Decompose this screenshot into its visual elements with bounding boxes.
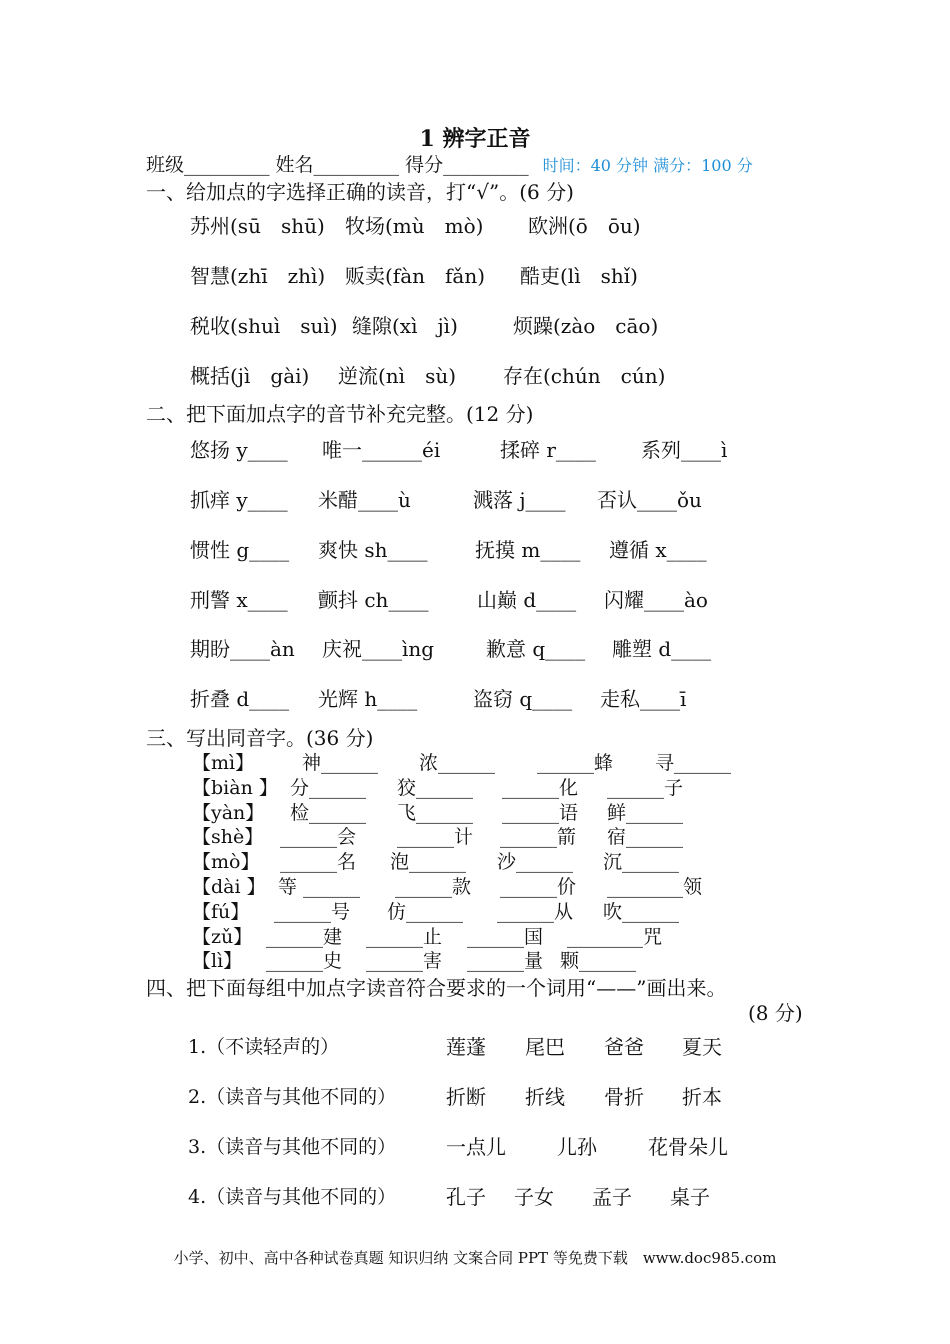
s2-r5c2: 盗窃 q____: [473, 687, 573, 711]
s1-r2c1: 缝隙(xì jì): [352, 314, 458, 338]
s4-r3-label: 4.（读音与其他不同的）: [188, 1186, 397, 1208]
s3-r8c3: ______量: [467, 950, 544, 972]
s3-r2c3: ______语: [502, 802, 579, 824]
s2-r2c3: 遵循 x____: [609, 538, 707, 562]
s3-r1c2: 狡______: [397, 777, 474, 799]
s3-r3c4: 宿______: [607, 826, 684, 848]
s3-r3-pinyin: 【shè】: [192, 826, 264, 848]
s4-r0-w0[interactable]: 莲蓬: [446, 1035, 486, 1059]
s3-r0-pinyin: 【mì】: [192, 752, 255, 774]
s3-r0c2: 浓______: [419, 752, 496, 774]
s3-r6c2: 仿______: [387, 901, 464, 923]
s4-r3-w2[interactable]: 孟子: [592, 1185, 632, 1209]
section1-heading: 一、给加点的字选择正确的读音，打“√”。(6 分): [146, 180, 574, 204]
s1-r0c2: 欧洲(ō ōu): [528, 214, 641, 238]
s3-r6c4: 吹______: [603, 901, 680, 923]
s3-r2c1: 检______: [290, 802, 367, 824]
s3-r1-pinyin: 【biàn 】: [192, 777, 278, 799]
s2-r4c2: 歉意 q____: [486, 637, 586, 661]
s2-r2c2: 抚摸 m____: [475, 538, 581, 562]
s3-r4-pinyin: 【mò】: [192, 851, 260, 873]
s2-r3c2: 山巅 d____: [477, 588, 577, 612]
s2-r5c3: 走私____ī: [600, 687, 687, 711]
page-title: 1 辨字正音: [419, 126, 531, 152]
s3-r6c1: ______号: [274, 901, 351, 923]
s4-r0-w2[interactable]: 爸爸: [604, 1035, 644, 1059]
s4-r3-w3[interactable]: 桌子: [670, 1185, 710, 1209]
s1-r0c1: 牧场(mù mò): [345, 214, 484, 238]
s2-r1c3: 否认____ǒu: [597, 488, 702, 512]
s4-r1-w0[interactable]: 折断: [446, 1085, 486, 1109]
s4-r2-w2[interactable]: 花骨朵儿: [648, 1135, 728, 1159]
s3-r8c1: ______史: [266, 950, 343, 972]
s2-r3c0: 刑警 x____: [190, 588, 288, 612]
s3-r0c3: ______蜂: [537, 752, 614, 774]
s3-r5c1: 等 ______: [278, 876, 361, 898]
s1-r2c0: 税收(shuì suì): [190, 314, 338, 338]
s2-r1c2: 溅落 j____: [473, 488, 566, 512]
time-score-note: 时间：40 分钟 满分：100 分: [542, 156, 753, 175]
s1-r1c0: 智慧(zhī zhì): [190, 264, 326, 288]
s1-r1c2: 酷吏(lì shǐ): [520, 264, 638, 288]
s2-r5c0: 折叠 d____: [190, 687, 290, 711]
s2-r4c1: 庆祝____ìng: [322, 637, 435, 661]
s3-r4c4: 沉______: [603, 851, 680, 873]
s4-r0-w1[interactable]: 尾巴: [525, 1035, 565, 1059]
s3-r7c3: ______国: [467, 926, 544, 948]
s3-r7c2: ______止: [366, 926, 443, 948]
s1-r2c2: 烦躁(zào cāo): [513, 314, 659, 338]
s2-r2c0: 惯性 g____: [190, 538, 290, 562]
s2-r1c0: 抓痒 y____: [190, 488, 288, 512]
s4-r1-w1[interactable]: 折线: [525, 1085, 565, 1109]
s4-r3-w1[interactable]: 子女: [514, 1185, 554, 1209]
s3-r1c4: ______子: [607, 777, 684, 799]
s2-r4c3: 雕塑 d____: [612, 637, 712, 661]
s3-r8c2: ______害: [366, 950, 443, 972]
s3-r0c4: 寻______: [655, 752, 732, 774]
s3-r5c3: ______价: [500, 876, 577, 898]
s3-r6c3: ______从: [497, 901, 574, 923]
s1-r3c2: 存在(chún cún): [503, 364, 666, 388]
s3-r8-pinyin: 【lì】: [192, 950, 243, 972]
s2-r0c3: 系列____ì: [641, 438, 728, 462]
s3-r2c4: 鲜______: [607, 802, 684, 824]
s3-r3c3: ______箭: [500, 826, 577, 848]
s3-r1c1: 分______: [290, 777, 367, 799]
s3-r2c2: 飞______: [397, 802, 474, 824]
s3-r4c1: ______名: [280, 851, 357, 873]
student-info-line: [146, 150, 753, 177]
s4-r1-label: 2.（读音与其他不同的）: [188, 1086, 397, 1108]
s4-r2-label: 3.（读音与其他不同的）: [188, 1136, 397, 1158]
s4-r0-w3[interactable]: 夏天: [682, 1035, 722, 1059]
s2-r4c0: 期盼____àn: [190, 637, 295, 661]
s3-r5-pinyin: 【dài 】: [192, 876, 266, 898]
s3-r7c1: ______建: [266, 926, 343, 948]
section4-score: (8 分): [748, 1001, 803, 1025]
section4-heading: 四、把下面每组中加点字读音符合要求的一个词用“——”画出来。: [146, 976, 727, 1000]
s3-r7c4: ________咒: [567, 926, 663, 948]
s3-r5c4: ________领: [607, 876, 703, 898]
section3-heading: 三、写出同音字。(36 分): [146, 726, 374, 750]
footer-note: 小学、初中、高中各种试卷真题 知识归纳 文案合同 PPT 等免费下载 www.doc985.com: [173, 1249, 777, 1267]
s4-r1-w2[interactable]: 骨折: [604, 1085, 644, 1109]
s3-r2-pinyin: 【yàn】: [192, 802, 265, 824]
s3-r7-pinyin: 【zǔ】: [192, 926, 253, 948]
s2-r1c1: 米醋____ù: [318, 488, 411, 512]
s3-r0c1: 神______: [302, 752, 379, 774]
s2-r0c1: 唯一______éi: [322, 438, 441, 462]
s4-r2-w0[interactable]: 一点儿: [446, 1135, 506, 1159]
s2-r2c1: 爽快 sh____: [318, 538, 428, 562]
s3-r4c3: 沙______: [497, 851, 574, 873]
section2-heading: 二、把下面加点字的音节补充完整。(12 分): [146, 402, 534, 426]
s2-r0c0: 悠扬 y____: [190, 438, 288, 462]
s2-r3c3: 闪耀____ào: [604, 588, 708, 612]
s3-r4c2: 泡______: [390, 851, 467, 873]
s4-r1-w3[interactable]: 折本: [682, 1085, 722, 1109]
s2-r5c1: 光辉 h____: [318, 687, 418, 711]
s1-r1c1: 贩卖(fàn fǎn): [345, 264, 486, 288]
s1-r3c1: 逆流(nì sù): [338, 364, 457, 388]
s4-r0-label: 1.（不读轻声的）: [188, 1036, 340, 1058]
s2-r0c2: 揉碎 r____: [500, 438, 596, 462]
s3-r5c2: ______款: [395, 876, 472, 898]
s3-r6-pinyin: 【fú】: [192, 901, 250, 923]
student-fields: 班级_________ 姓名_________ 得分_________: [146, 154, 529, 176]
s3-r8c4: 颗______: [560, 950, 637, 972]
s1-r3c0: 概括(jì gài): [190, 364, 310, 388]
s2-r3c1: 颤抖 ch____: [318, 588, 429, 612]
s1-r0c0: 苏州(sū shū): [190, 214, 325, 238]
s4-r2-w1[interactable]: 儿孙: [557, 1135, 597, 1159]
s3-r3c1: ______会: [280, 826, 357, 848]
s3-r3c2: ______计: [397, 826, 474, 848]
s3-r1c3: ______化: [502, 777, 579, 799]
s4-r3-w0[interactable]: 孔子: [446, 1185, 486, 1209]
